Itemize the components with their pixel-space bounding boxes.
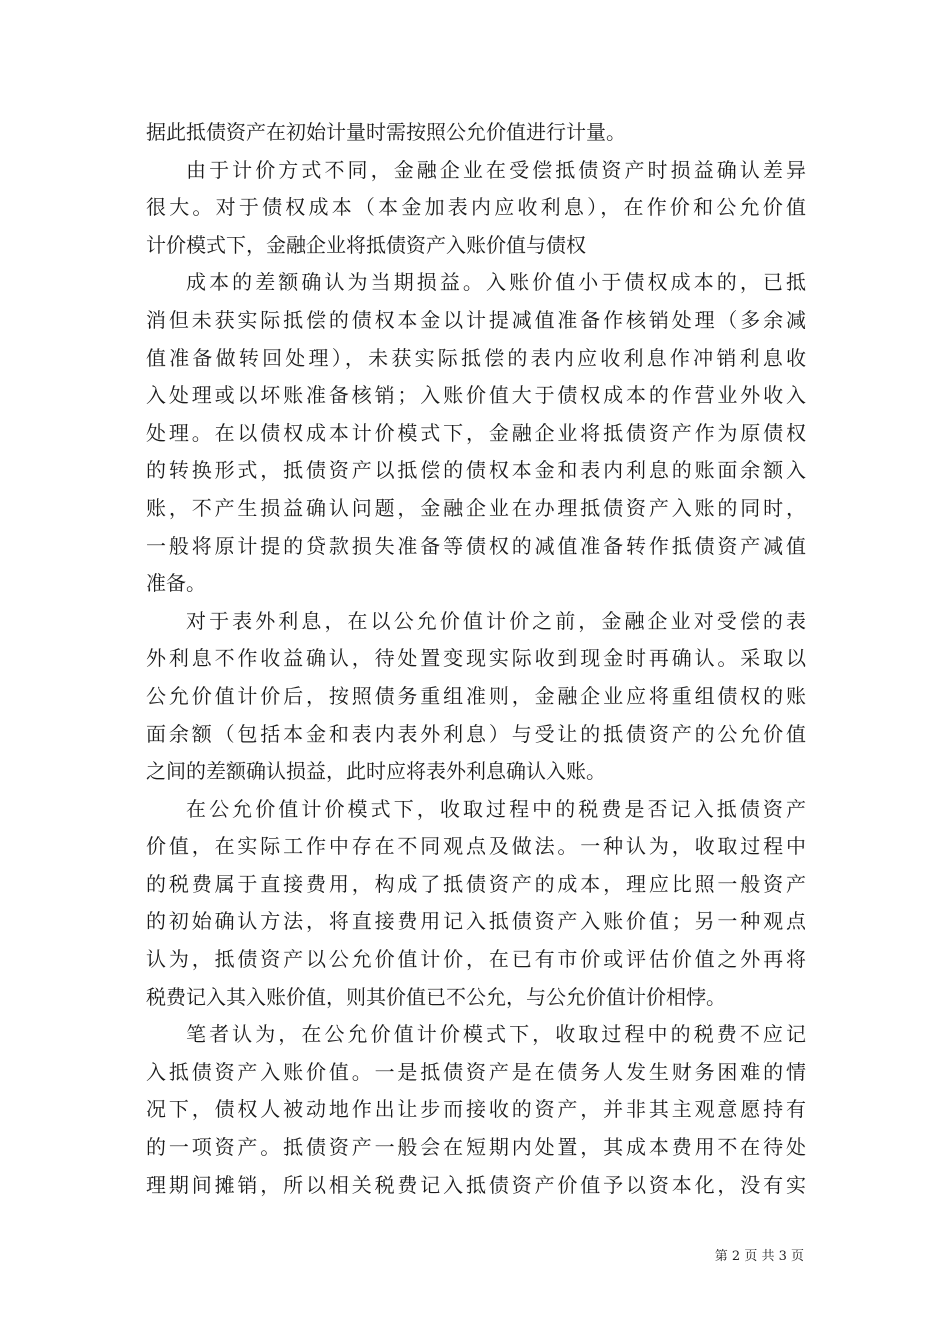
page-number-footer: 第 2 页 共 3 页 (714, 1249, 804, 1264)
paragraph-start-line: 对于表外利息，在以公允价值计价之前，金融企业对受偿的表 (186, 608, 806, 633)
text-line: 价值，在实际工作中存在不同观点及做法。一种认为，收取过程中 (146, 834, 806, 859)
text-line: 据此抵债资产在初始计量时需按照公允价值进行计量。 (146, 120, 626, 144)
paragraph-start-line: 在公允价值计价模式下，收取过程中的税费是否记入抵债资产 (186, 796, 806, 821)
paragraph-start-line: 笔者认为，在公允价值计价模式下，收取过程中的税费不应记 (186, 1022, 806, 1047)
text-line: 税费记入其入账价值，则其价值已不公允，与公允价值计价相悖。 (146, 984, 726, 1009)
text-line: 面余额（包括本金和表内表外利息）与受让的抵债资产的公允价值 (146, 721, 806, 746)
text-line: 的初始确认方法，将直接费用记入抵债资产入账价值；另一种观点 (146, 909, 806, 934)
text-line: 消但未获实际抵偿的债权本金以计提减值准备作核销处理（多余减 (146, 307, 806, 332)
text-line: 账，不产生损益确认问题，金融企业在办理抵债资产入账的同时， (146, 495, 806, 520)
text-line: 的一项资产。抵债资产一般会在短期内处置，其成本费用不在待处 (146, 1135, 806, 1160)
body-text (146, 114, 806, 1204)
text-line: 外利息不作收益确认，待处置变现实际收到现金时再确认。采取以 (146, 646, 806, 671)
text-line: 很大。对于债权成本（本金加表内应收利息），在作价和公允价值 (146, 195, 806, 220)
text-line: 之间的差额确认损益，此时应将表外利息确认入账。 (146, 759, 606, 784)
text-line: 计价模式下，金融企业将抵债资产入账价值与债权 (146, 232, 586, 257)
text-line: 值准备做转回处理），未获实际抵偿的表内应收利息作冲销利息收 (146, 345, 806, 370)
text-line: 入处理或以坏账准备核销；入账价值大于债权成本的作营业外收入 (146, 383, 806, 408)
text-line: 的税费属于直接费用，构成了抵债资产的成本，理应比照一般资产 (146, 871, 806, 896)
text-line: 公允价值计价后，按照债务重组准则，金融企业应将重组债权的账 (146, 683, 806, 708)
text-line: 入抵债资产入账价值。一是抵债资产是在债务人发生财务困难的情 (146, 1059, 806, 1084)
text-line: 准备。 (146, 571, 206, 596)
text-line: 认为，抵债资产以公允价值计价，在已有市价或评估价值之外再将 (146, 947, 806, 972)
text-line: 况下，债权人被动地作出让步而接收的资产，并非其主观意愿持有 (146, 1097, 806, 1122)
text-line: 的转换形式，抵债资产以抵偿的债权本金和表内利息的账面余额入 (146, 458, 806, 483)
text-line: 理期间摊销，所以相关税费记入抵债资产价值予以资本化，没有实 (146, 1172, 806, 1197)
text-line: 处理。在以债权成本计价模式下，金融企业将抵债资产作为原债权 (146, 420, 806, 445)
paragraph-start-line: 由于计价方式不同，金融企业在受偿抵债资产时损益确认差异 (186, 157, 806, 182)
text-line: 一般将原计提的贷款损失准备等债权的减值准备转作抵债资产减值 (146, 533, 806, 558)
paragraph-start-line: 成本的差额确认为当期损益。入账价值小于债权成本的，已抵 (186, 270, 806, 295)
